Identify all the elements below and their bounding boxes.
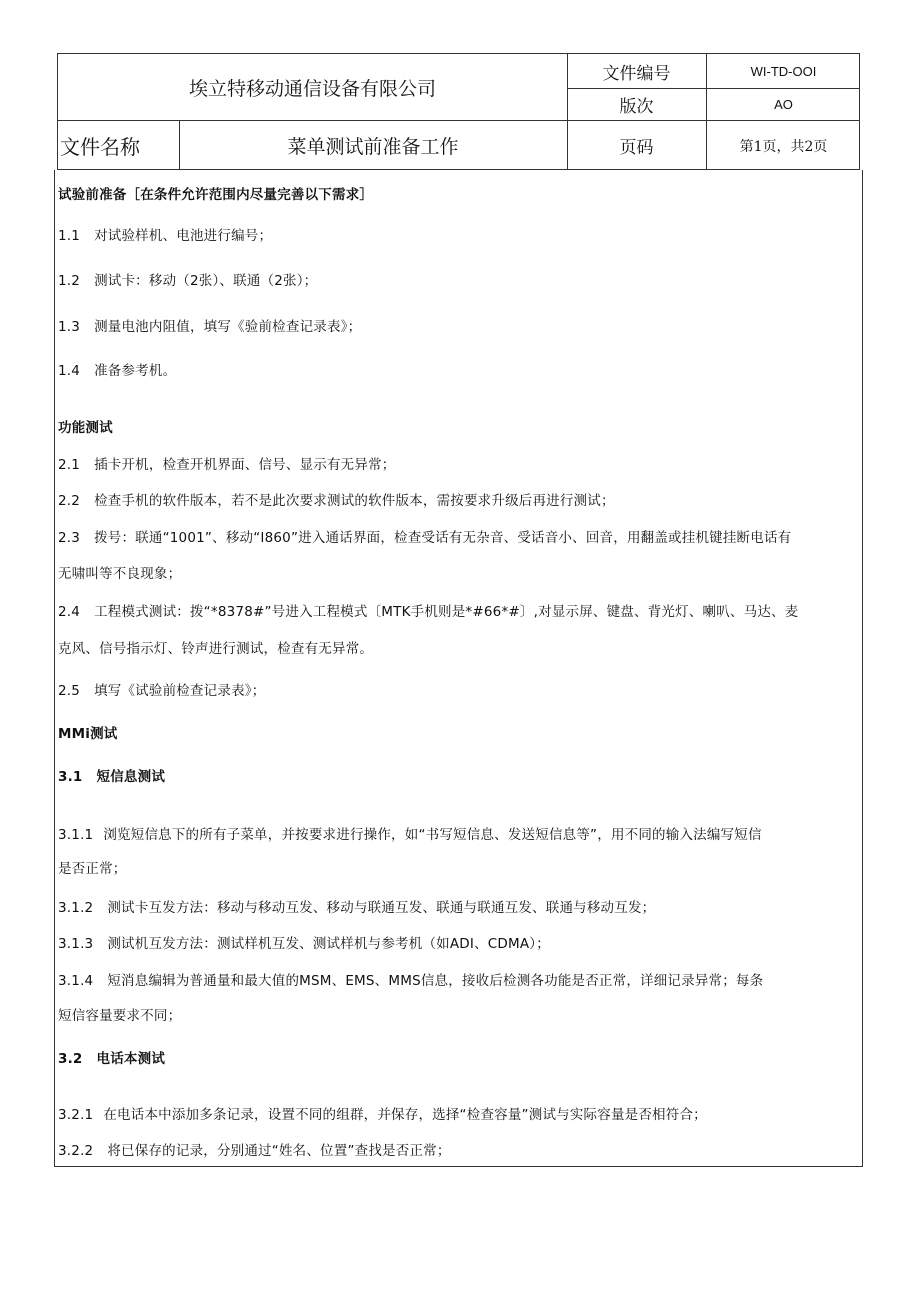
list-item <box>58 361 856 381</box>
item-continuation: 克风、信号指示灯、铃声进行测试，检查有无异常。 <box>58 641 374 657</box>
doc-number-value: WI-TD-OOI <box>750 63 817 79</box>
list-item <box>58 898 856 918</box>
list-item <box>58 271 856 291</box>
list-item <box>58 1141 856 1161</box>
section-title: 功能测试 <box>58 420 113 436</box>
item-text: 测试卡：移动（2张）、联通（2张）； <box>94 273 318 289</box>
item-continuation: 短信容量要求不同； <box>58 1008 182 1024</box>
item-number: 3.2 <box>58 1051 83 1067</box>
item-text: 检查手机的软件版本，若不是此次要求测试的软件版本，需按要求升级后再进行测试； <box>94 493 615 509</box>
item-text: 对试验样机、电池进行编号； <box>94 228 273 244</box>
item-number: 3.1.2 <box>58 900 94 916</box>
item-text: 在电话本中添加多条记录，设置不同的组群，并保存，选择“检查容量”测试与实际容量是否相符合； <box>103 1107 707 1123</box>
item-text: 准备参考机。 <box>94 363 177 379</box>
item-number: 1.2 <box>58 273 81 289</box>
item-text: 短消息编辑为普通量和最大值的MSM、EMS、MMS信息，接收后检测各功能是否正常，详细记录异常；每条 <box>107 973 764 989</box>
page-label: 页码 <box>619 138 654 158</box>
item-number: 2.5 <box>58 683 81 699</box>
list-item <box>58 602 856 622</box>
list-item <box>58 528 856 548</box>
version-value: AO <box>774 96 793 112</box>
item-text: 测试卡互发方法：移动与移动互发、移动与联通互发、联通与联通互发、联通与移动互发； <box>107 900 656 916</box>
list-item <box>58 825 856 845</box>
item-text: 电话本测试 <box>96 1051 166 1067</box>
list-item <box>58 491 856 511</box>
item-number: 3.1 <box>58 769 83 785</box>
item-number: 3.2.2 <box>58 1143 94 1159</box>
item-number: 1.3 <box>58 319 81 335</box>
list-item <box>58 1105 856 1125</box>
item-text: 工程模式测试：拨“*8378#”号进入工程模式〔MTK手机则是*#66*#〕,对显示屏、键盘、背光灯、喇叭、马达、麦 <box>94 604 799 620</box>
list-item <box>58 934 856 954</box>
item-text: 拨号：联通“1001”、移动“I860”进入通话界面，检查受话有无杂音、受话音小、回音，用翻盖或挂机键挂断电话有 <box>94 530 792 546</box>
document-header-table <box>57 53 860 170</box>
item-number: 1.4 <box>58 363 81 379</box>
section-title: 试验前准备［在条件允许范围内尽量完善以下需求］ <box>58 187 374 203</box>
item-number: 2.2 <box>58 493 81 509</box>
item-text: 测试机互发方法：测试样机互发、测试样机与参考机（如ADI、CDMA）； <box>107 936 550 952</box>
item-text: 浏览短信息下的所有子菜单，并按要求进行操作，如“书写短信息、发送短信息等”，用不同的输入法编写短信 <box>103 827 762 843</box>
list-item <box>58 971 856 991</box>
item-number: 3.1.1 <box>58 827 94 843</box>
file-name-label: 文件名称 <box>60 135 140 159</box>
list-item <box>58 226 856 246</box>
doc-number-label: 文件编号 <box>602 63 671 84</box>
item-number: 1.1 <box>58 228 81 244</box>
company-name: 埃立特移动通信设备有限公司 <box>188 77 436 100</box>
item-text: 填写《试验前检查记录表》； <box>94 683 266 699</box>
item-text: 测量电池内阻值，填写《验前检查记录表》； <box>94 319 362 335</box>
version-label: 版次 <box>619 96 654 117</box>
subsection-title <box>58 767 856 787</box>
list-item <box>58 455 856 475</box>
item-continuation: 是否正常； <box>58 861 127 877</box>
item-text: 短信息测试 <box>96 769 166 785</box>
item-number: 2.3 <box>58 530 81 546</box>
file-name-value: 菜单测试前准备工作 <box>287 136 459 158</box>
item-number: 3.2.1 <box>58 1107 94 1123</box>
item-text: 插卡开机，检查开机界面、信号、显示有无异常； <box>94 457 396 473</box>
item-number: 3.1.4 <box>58 973 94 989</box>
item-continuation: 无啸叫等不良现象； <box>58 566 182 582</box>
item-text: 将已保存的记录，分别通过“姓名、位置”查找是否正常； <box>107 1143 451 1159</box>
subsection-title <box>58 1049 856 1069</box>
section-title: MMi测试 <box>58 726 118 742</box>
item-number: 3.1.3 <box>58 936 94 952</box>
document-body <box>54 170 863 1167</box>
list-item <box>58 681 856 701</box>
list-item <box>58 317 856 337</box>
item-number: 2.4 <box>58 604 81 620</box>
item-number: 2.1 <box>58 457 81 473</box>
page-value: 第1页，共2页 <box>739 138 828 155</box>
